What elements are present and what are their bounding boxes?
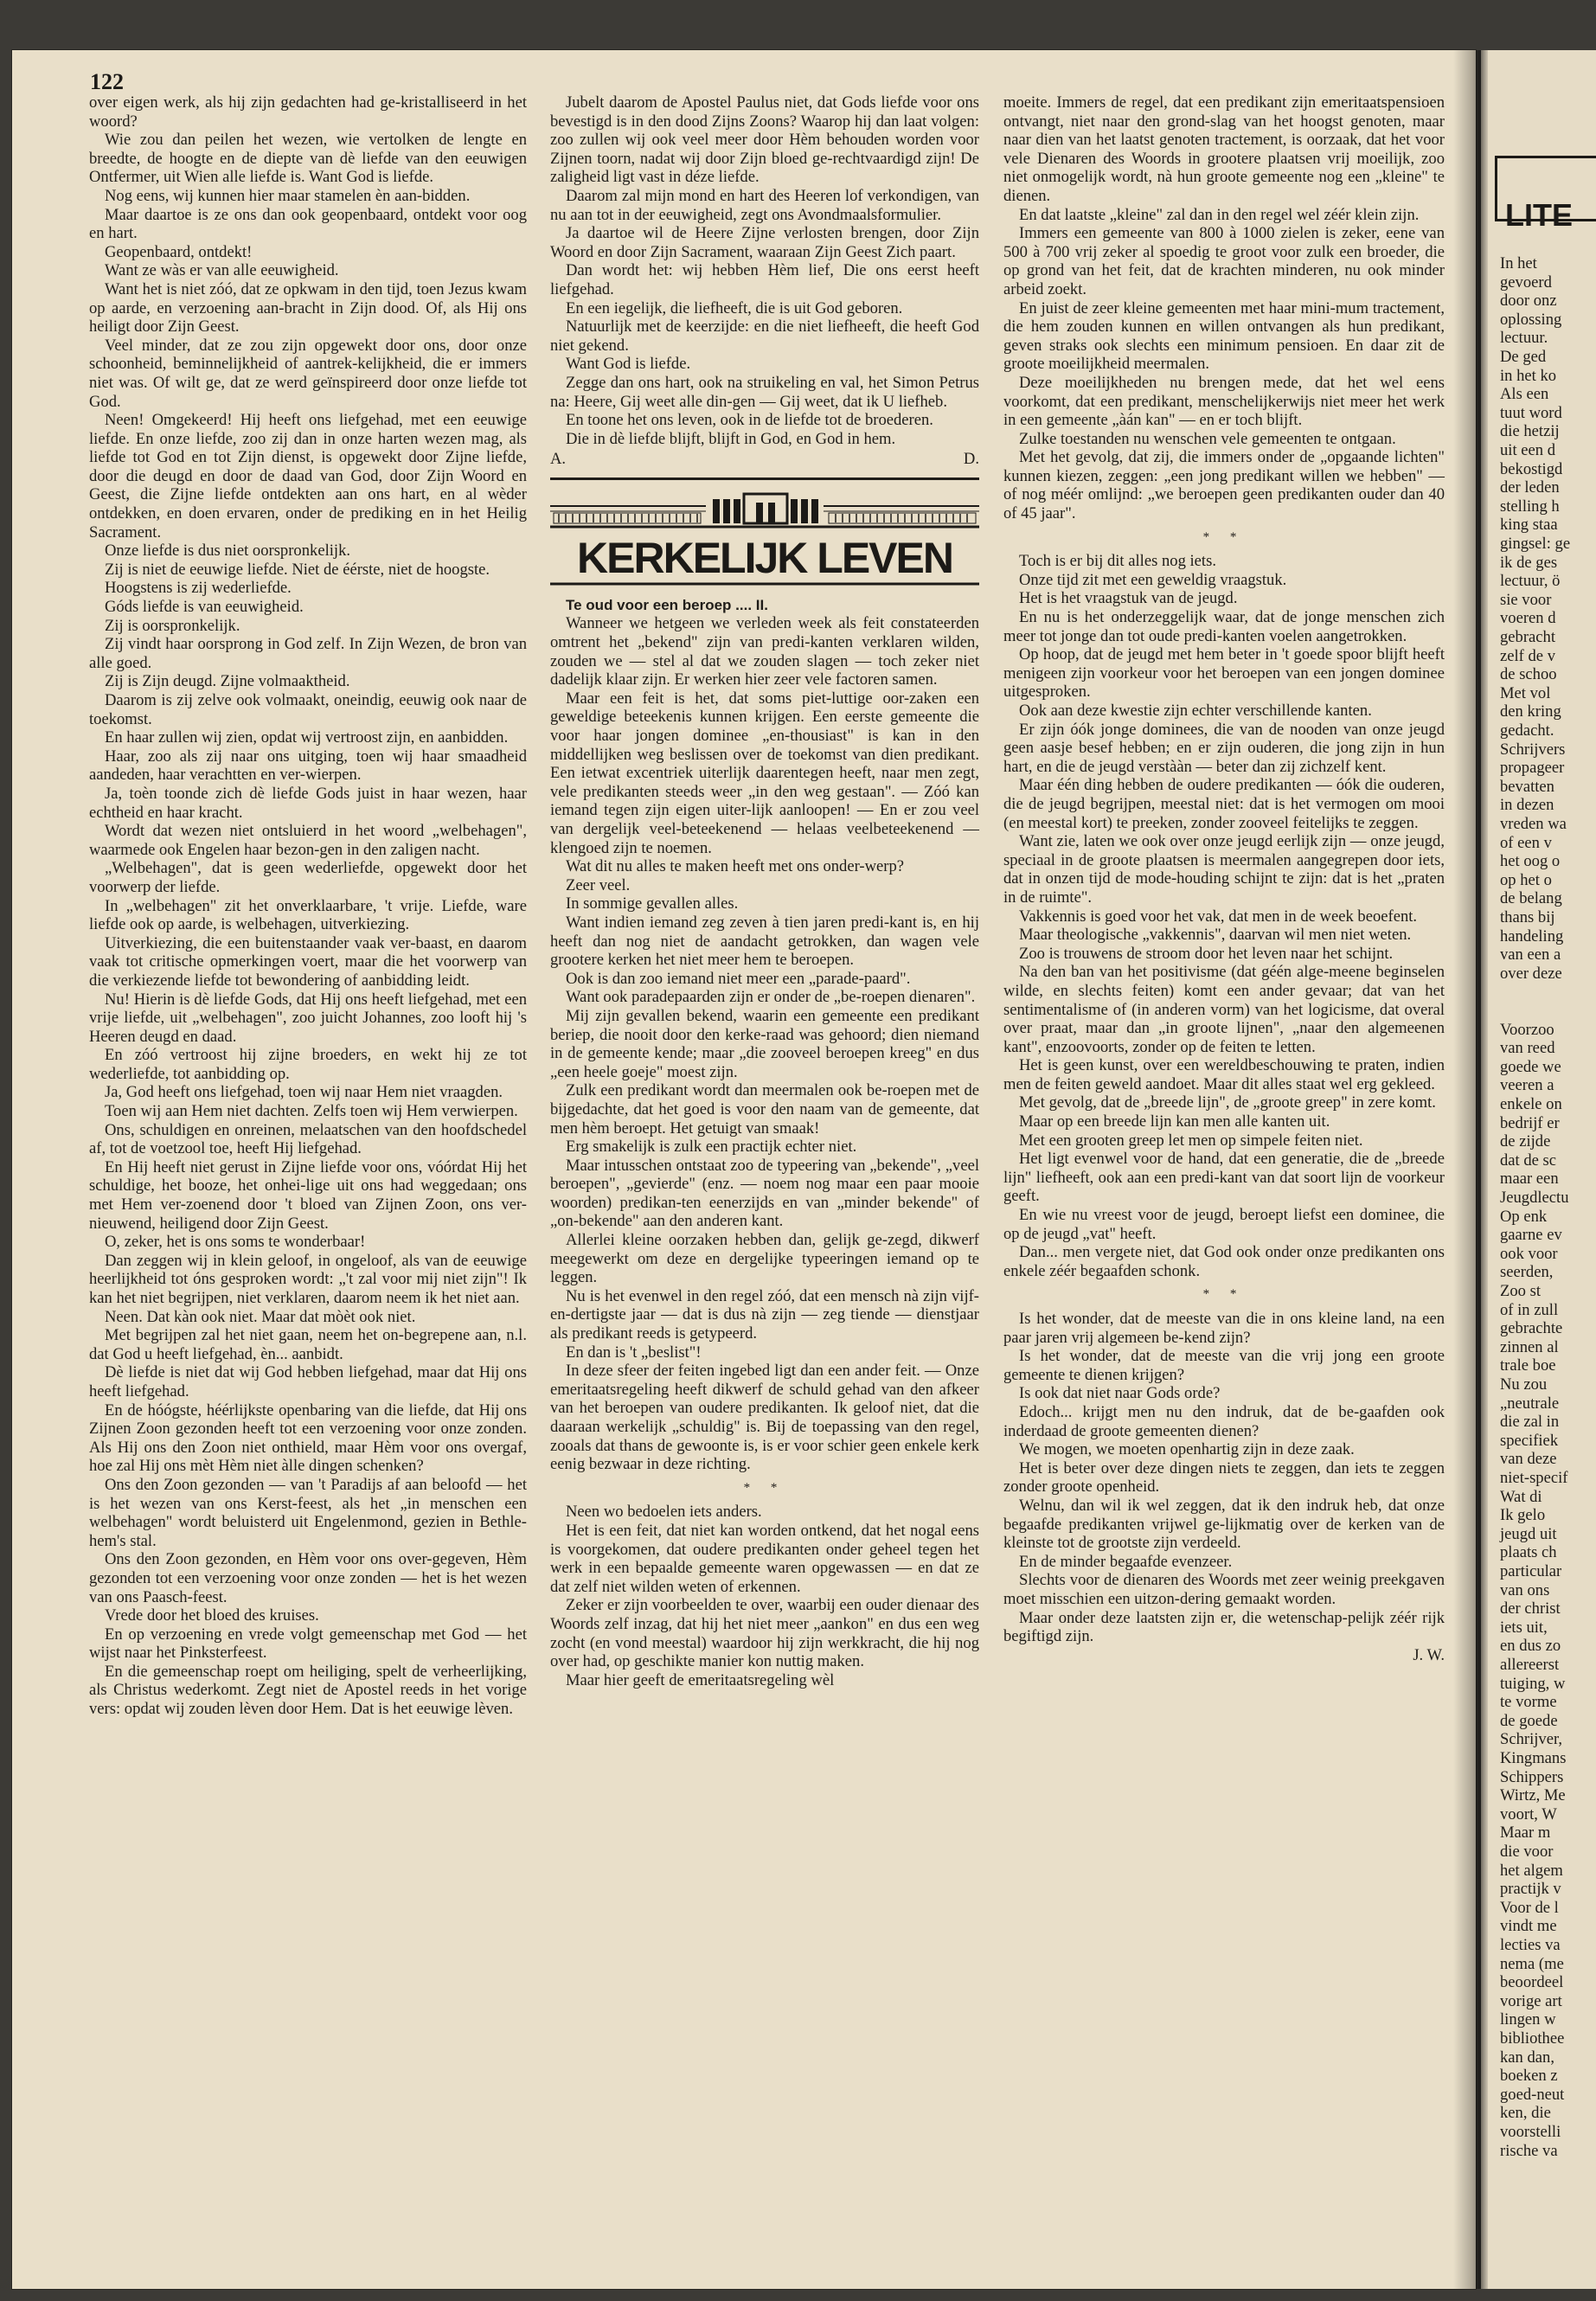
paragraph: Edoch... krijgt men nu den indruk, dat de be-gaafden ook inderdaad de groote gemeenten dienen? [1003, 1402, 1445, 1440]
next-page-line: op het o [1500, 870, 1552, 889]
next-page-line: niet-specif [1500, 1469, 1568, 1487]
next-page-line: te vorme [1500, 1693, 1557, 1712]
paragraph: Zij is Zijn deugd. Zijne volmaaktheid. [105, 672, 350, 691]
paragraph: Het ligt evenwel voor de hand, dat een generatie, die de „breede lijn" liefheeft, ook aan een predi-kant van dat soort lijn de voorkeur geeft. [1003, 1150, 1445, 1206]
paragraph: Zulk een predikant wordt dan meermalen ook be-roepen met de bijgedachte, dat het goed is voor den naam van de gemeente, dat men hèm beroept. Het getuigt van smaak! [550, 1081, 979, 1138]
next-page-line: boeken z [1500, 2067, 1558, 2086]
next-page-line: voort, W [1500, 1804, 1557, 1823]
next-page-line: de belang [1500, 889, 1562, 908]
paragraph: Vakkennis is goed voor het vak, dat men in de week beoefent. [1019, 907, 1418, 926]
paragraph: Geopenbaard, ontdekt! [105, 242, 253, 261]
next-page-line: van deze [1500, 1450, 1557, 1469]
paragraph: Nog eens, wij kunnen hier maar stamelen èn aan-bidden. [105, 186, 471, 205]
next-page-line: maar een [1500, 1170, 1559, 1189]
section-title: KERKELIJK LEVEN [577, 533, 952, 582]
next-page-line: beoordeel [1500, 1973, 1564, 1992]
next-page-line: De ged [1500, 348, 1547, 366]
next-page-line: bedrijf er [1500, 1113, 1560, 1132]
next-page-line: plaats ch [1500, 1543, 1557, 1562]
paragraph: Ook is dan zoo iemand niet meer een „parade-paard". [566, 969, 911, 988]
next-page-line: over deze [1500, 964, 1562, 983]
paragraph: Daarom zal mijn mond en hart des Heeren lof verkondigen, van nu aan tot in der eeuwigheid, zegt ons Avondmaalsformulier. [550, 186, 979, 224]
page-number: 122 [90, 69, 124, 94]
next-page-line: Kingmans [1500, 1749, 1567, 1767]
paragraph: Hoogstens is zij wederliefde. [105, 579, 292, 598]
next-page-line: vreden wa [1500, 815, 1567, 833]
next-page-line: gevoerd [1500, 272, 1552, 292]
next-page-line: bibliothee [1500, 2029, 1565, 2048]
section-stars: * * [1202, 529, 1246, 544]
paragraph: En juist de zeer kleine gemeenten met haar mini-mum tractement, die hem zouden kunnen en willen ontvangen als hun predikant, geven straks ook slechts een minimum pensioen. En daar zit de groote moeilijkheid meermalen. [1003, 298, 1445, 374]
paragraph: Ja daartoe wil de Heere Zijne verlosten brengen, door Zijn Woord en door Zijn Sacrament, waaraan Zijn Geest Zich paart. [550, 224, 979, 261]
column-3 [1003, 93, 1445, 1664]
next-page-line: lectuur. [1500, 329, 1548, 348]
next-page-line: vorige art [1500, 1991, 1562, 2010]
paragraph: Zegge dan ons hart, ook na struikeling en val, het Simon Petrus na: Heere, Gij weet alle din-gen — Gij weet, dat ik U liefheb. [550, 373, 979, 411]
paragraph: Want het is niet zóó, dat ze opkwam in den tijd, toen Jezus kwam op aarde, en verzoening aan-bracht in Zijn dood. Of, als Hij ons heiligt door Zijn Geest. [89, 279, 527, 336]
next-page-line: specifiek [1500, 1431, 1559, 1450]
paragraph: O, zeker, het is ons soms te wonderbaar! [105, 1233, 366, 1252]
paragraph: Maar hier geeft de emeritaatsregeling wèl [566, 1670, 835, 1689]
paragraph: Met gevolg, dat de „breede lijn", de „groote greep" in zere komt. [1019, 1093, 1436, 1112]
paragraph: Maar theologische „vakkennis", daarvan wil men niet weten. [1019, 926, 1412, 945]
next-page-line: tuiging, w [1500, 1674, 1566, 1693]
paragraph: En nu is het onderzeggelijk waar, dat de jonge menschen zich meer tot jonge dan tot oude predi-kanten voelen aangetrokken. [1003, 608, 1445, 645]
article-signature: J. W. [1413, 1645, 1445, 1664]
next-page-line: king staa [1500, 516, 1558, 535]
next-page-line: goede we [1500, 1057, 1561, 1076]
next-page-line: Ik gelo [1500, 1506, 1546, 1525]
next-page-line: voeren d [1500, 609, 1556, 628]
next-page-line: of een v [1500, 833, 1552, 852]
paragraph: Maar één ding hebben de oudere predikanten — óók die ouderen, die de jeugd begrijpen, meestal niet: dat is het vermogen om mooi (en meestal kort) te preeken, zonder zooveel feitelijks te zeggen. [1003, 776, 1445, 832]
paragraph: Wat dit nu alles te maken heeft met ons onder-werp? [566, 857, 905, 876]
next-page-line: Voorzoo [1500, 1020, 1554, 1039]
next-page-line: Jeugdlectu [1500, 1189, 1569, 1207]
paragraph: In „welbehagen" zit het onverklaarbare, 't vrije. Liefde, ware liefde ook op aarde, is welbehagen, uitverkiezing. [89, 896, 527, 934]
next-page-line: of in zull [1500, 1300, 1559, 1319]
next-page-line: seerden, [1500, 1263, 1554, 1282]
paragraph: Ons den Zoon gezonden — van 't Paradijs af aan beloofd — het is het wezen van ons Kerst-feest, als het „in menschen een welbehagen" wordt beluisterd uit Engelenmond, gezien in Bethle-hem's stal. [89, 1475, 527, 1550]
paragraph: Deze moeilijkheden nu brengen mede, dat het wel eens voorkomt, dat een predikant, menschelijkerwijs niet meer het werk in een gemeente „àán kan" — en er toch blijft. [1003, 373, 1445, 430]
paragraph: Haar, zoo als zij naar ons uitging, toen wij haar smaadheid aandeden, haar verachtten en ver-wierpen. [89, 747, 527, 785]
paragraph: En die gemeenschap roept om heiliging, spelt de verheerlijking, als Christus wederkomt. Zegt niet de Apostel reeds in het vorige vers: opdat wij zouden lèven door Hem. Dat is het eeuwige lèven. [89, 1662, 527, 1719]
next-page-line: iets uit, [1500, 1618, 1548, 1637]
signature-line [550, 450, 979, 469]
article-heading: Te oud voor een beroep .... II. [566, 596, 768, 613]
paragraph: Maar een feit is het, dat soms piet-luttige oor-zaken een geweldige beteekenis kunnen krijgen. Een eerste gemeente die voor haar jongen dominee „en-thousiast" is kan in den middellijken weg beslissen over de toekomst van dien predikant. Een ietwat excentriek uiterlijk daarentegen heeft, naar men zegt, vele predikanten steeds weer „in den weg gestaan". — Zóó kan iemand tegen zijn eigen uiter-lijk aanloopen! — En er zou veel van dergelijk veel-beteekenend — helaas veelbeteekenend — klengoed zijn te noemen. [550, 689, 979, 857]
paragraph: Het is een feit, dat niet kan worden ontkend, dat het nogal eens is voorgekomen, dat oudere predikanten onder geheel tegen het werk in een bepaalde gemeente waren opgewassen — en dat ze dat zelf niet wilden weten of erkennen. [550, 1521, 979, 1596]
section-rule [550, 478, 979, 480]
next-page-line: in dezen [1500, 796, 1554, 815]
next-page-line: propageer [1500, 759, 1565, 778]
next-page-line: particular [1500, 1562, 1562, 1580]
next-page-line: die hetzij [1500, 422, 1560, 441]
next-page-line: lectuur, ö [1500, 572, 1561, 591]
next-page-line: voorstelli [1500, 2123, 1561, 2141]
next-page-line: die zal in [1500, 1413, 1560, 1432]
paragraph: En op verzoening en vrede volgt gemeenschap met God — het wijst naar het Pinksterfeest. [89, 1625, 527, 1663]
next-page-line: stelling h [1500, 497, 1560, 516]
next-page-line: goed-neut [1500, 2085, 1565, 2104]
paragraph: Na den ban van het positivisme (dat géén alge-meene beginselen wilde, en slechts feiten) komt een ander gevaar; dat van het sentimentalisme of (in anderen vorm) van het logicisme, dat overal over praat, maar dan „in groote lijnen", „naar den algemeenen kant", enzoovoorts, zonder op de feiten te letten. [1003, 963, 1445, 1056]
paragraph: Zij is niet de eeuwige liefde. Niet de éérste, niet de hoogste. [105, 560, 490, 579]
next-page-line: door onz [1500, 292, 1557, 311]
next-page-line: handeling [1500, 926, 1564, 945]
next-page-line: practijk v [1500, 1880, 1561, 1899]
paragraph: Góds liefde is van eeuwigheid. [105, 598, 304, 617]
paragraph: Want ze wàs er van alle eeuwigheid. [105, 261, 339, 280]
paragraph: Ons, schuldigen en onreinen, melaatschen van den hoofdschedel af, tot de voetzool toe, heeft Hij liefgehad. [89, 1120, 527, 1158]
article-body [550, 614, 979, 1689]
paragraph: Slechts voor de dienaren des Woords met zeer weinig preekgaven moet misschien een uitzon-dering gemaakt worden. [1003, 1571, 1445, 1608]
paragraph: Het is het vraagstuk van de jeugd. [1019, 589, 1238, 608]
next-page-line: Nu zou [1500, 1375, 1548, 1394]
paragraph: Allerlei kleine oorzaken hebben dan, gelijk ge-zegd, dikwerf meegewerkt om deze en dergelijke typeeringen iemand op te leggen. [550, 1231, 979, 1287]
next-page-line: Als een [1500, 385, 1549, 404]
next-page-line: den kring [1500, 702, 1561, 721]
page-gutter [1453, 50, 1488, 2289]
next-page-line: de schoo [1500, 665, 1557, 684]
paragraph: Is het wonder, dat de meeste van die vrij jong een groote gemeente te dienen krijgen? [1003, 1347, 1445, 1384]
paragraph: Erg smakelijk is zulk een practijk echter niet. [566, 1138, 857, 1157]
paragraph: En dan is 't „beslist"! [566, 1343, 702, 1362]
next-page-line: Schrijver, [1500, 1730, 1563, 1749]
paragraph: Vrede door het bloed des kruises. [105, 1606, 319, 1625]
paragraph: En haar zullen wij zien, opdat wij vertroost zijn, en aanbidden. [105, 728, 509, 747]
paragraph: Want God is liefde. [566, 355, 691, 374]
paragraph: moeite. Immers de regel, dat een predikant zijn emeritaatspensioen ontvangt, niet naar den grond-slag van het hoogst genoten, maar naar dien van het laatst genoten tractement, is oorzaak, dat het voor vele Dienaren des Woords in grootere plaatsen vrij moeilijk, zoo niet onmogelijk wordt, nà hun groote gemeente nog een „kleine" te dienen. [1003, 93, 1445, 205]
next-page-line: Voor de l [1500, 1898, 1559, 1917]
paragraph: Dan wordt het: wij hebben Hèm lief, Die ons eerst heeft liefgehad. [550, 261, 979, 298]
next-page-line: gebracht [1500, 628, 1556, 646]
next-page-line: Schippers [1500, 1767, 1564, 1786]
paragraph: Toen wij aan Hem niet dachten. Zelfs toen wij Hem verwierpen. [105, 1102, 518, 1121]
paragraph: Onze liefde is dus niet oorspronkelijk. [105, 542, 351, 561]
next-page-line: uit een d [1500, 441, 1556, 459]
paragraph: En de hóógste, héérlijkste openbaring van die liefde, dat Hij ons Zijnen Zoon gezonden heeft tot een verzoening voor onze zonden. Als Hij ons den Zoon niet onthield, maar Hèm voor ons overgaf, hoe zal Hij ons mèt Hèm niet àlle dingen schenken? [89, 1400, 527, 1476]
paragraph: Wanneer we hetgeen we verleden week als feit constateerden omtrent het „bekend" zijn van predi-kanten verklaren wilden, zouden we — stel al dat we zouden slagen — toch zeker niet dadelijk klaar zijn. Er werken hier zeer vele factoren samen. [550, 614, 979, 689]
paragraph: Op hoop, dat de jeugd met hem beter in 't goede spoor blijft heeft menigeen zijn voorkeur voor het beroepen van een jongen dominee uitgesproken. [1003, 645, 1445, 702]
paragraph: Is het wonder, dat de meeste van die in ons kleine land, na een paar jaren vrij algemeen be-kend zijn? [1003, 1310, 1445, 1347]
next-page-line: Zoo st [1500, 1282, 1542, 1300]
paragraph: Maar intusschen ontstaat zoo de typeering van „bekende", „veel beroepen", „gevierde" (enz. — noem nog maar een paar mooie woorden) predikan-ten eenerzijds en van „minder bekende" of „on-bekende" aan den anderen kant. [550, 1156, 979, 1231]
paragraph: Dan zeggen wij in klein geloof, in ongeloof, als van de eeuwige heerlijkheid tot óns gesproken wordt: „'t zal voor mij niet zijn"! Ik kan het niet begrijpen, niet verklaren, daarom neem ik het niet aan. [89, 1251, 527, 1307]
paragraph: Maar daartoe is ze ons dan ook geopenbaard, ontdekt voor oog en hart. [89, 205, 527, 243]
paragraph: En Hij heeft niet gerust in Zijne liefde voor ons, vóórdat Hij het schuldige, het booze, het onhei-lige uit ons had weggedaan; ons met Hem ver-zoenend door 't bloed van Zijnen Zoon, ons ver-nieuwend, heiligend door Zijn Geest. [89, 1157, 527, 1233]
next-page-line: van ons [1500, 1580, 1550, 1599]
next-page-line: gaarne ev [1500, 1226, 1562, 1245]
next-page-line: rische va [1500, 2141, 1558, 2160]
paragraph: Immers een gemeente van 800 à 1000 zielen is zeker, eene van 500 à 700 vrij zeker al spoedig te groot voor zulk een broeder, die op grond van het feit, dat de krachten minderen, nu ook minder arbeid zoekt. [1003, 224, 1445, 298]
paragraph: Ons den Zoon gezonden, en Hèm voor ons over-gegeven, Hèm gezonden tot een verzoening voor onze zonden — het is het wezen van ons Paasch-feest. [89, 1550, 527, 1606]
next-page-line: lecties va [1500, 1936, 1561, 1954]
paragraph: Ook aan deze kwestie zijn echter verschillende kanten. [1019, 702, 1372, 720]
next-page-line: lingen w [1500, 2010, 1556, 2029]
paragraph: En toone het ons leven, ook in de liefde tot de broederen. [566, 411, 933, 430]
paragraph: Is ook dat niet naar Gods orde? [1019, 1384, 1221, 1403]
next-page-line: Wat di [1500, 1487, 1542, 1506]
paragraph: Maar onder deze laatsten zijn er, die wetenschap-pelijk zéér rijk begiftigd zijn. [1003, 1608, 1445, 1646]
column-2-continuation [550, 93, 979, 448]
paragraph: Ja, God heeft ons liefgehad, toen wij naar Hem niet vraagden. [105, 1083, 503, 1102]
next-page-line: gingsel: ge [1500, 535, 1571, 553]
column-3-body [1003, 93, 1445, 1646]
signature-left: A. [550, 450, 567, 469]
next-page-line: nema (me [1500, 1954, 1564, 1973]
paragraph: Met het gevolg, dat zij, die immers onder de „opgaande lichten" kunnen kiezen, zeggen: „een jong predikant willen we hebben" — of nog méér omlijnd: „we beroepen geen predikanten ouder dan 40 of 45 jaar". [1003, 448, 1445, 523]
next-page-line: van een a [1500, 945, 1561, 965]
paragraph: Want zie, laten we ook over onze jeugd eerlijk zijn — onze jeugd, speciaal in de groote plaatsen is meermalen aangegrepen door iets, dat in onzen tijd de mode-houding schijnt te zijn: dat is het „praten in de ruimte". [1003, 832, 1445, 907]
paragraph: Zij is oorspronkelijk. [105, 616, 240, 635]
next-page-line: sie voor [1500, 590, 1552, 609]
next-page-line: ook voor [1500, 1244, 1558, 1263]
paragraph: Neen! Omgekeerd! Hij heeft ons liefgehad, met een eeuwige liefde. En onze liefde, zoo zij dan in onze harten wezen mag, als liefde tot God en tot Zijn dienst, is opgewekt door Zijne liefde, door die deugd en door de daad van God, door Zijn Woord en Geest, die Zijne liefde ontdekten aan ons hart, en al wèder ontdekken, en doen ervaren, onder de prediking en in het Heilig Sacrament. [89, 411, 527, 542]
next-page-line: vindt me [1500, 1917, 1557, 1936]
paragraph: Zoo is trouwens de stroom door het leven naar het schijnt. [1019, 944, 1394, 963]
paragraph: Jubelt daarom de Apostel Paulus niet, dat Gods liefde voor ons bevestigd is in den dood Zijns Zoons? Waarop hij dan laat volgen: zoo zullen wij ook veel meer door Hèm behouden worden voor Zijnen toorn, nadat wij door Zijn bloed ge-rechtvaardigd zijn! De zaligheid ligt vast in déze liefde. [550, 93, 979, 187]
section-stars: * * [1202, 1287, 1246, 1302]
paragraph: En een iegelijk, die liefheeft, die is uit God geboren. [566, 298, 903, 317]
next-page-line: de zijde [1500, 1132, 1551, 1151]
paragraph: Neen wo bedoelen iets anders. [566, 1503, 762, 1522]
paragraph: „Welbehagen", dat is geen wederliefde, opgewekt door het voorwerp der liefde. [89, 859, 527, 896]
paragraph: Maar op een breede lijn kan men alle kanten uit. [1019, 1112, 1330, 1131]
paragraph: Ja, toèn toonde zich dè liefde Gods juist in haar wezen, haar echtheid en haar kracht. [89, 784, 527, 822]
paragraph: En zóó vertroost hij zijne broeders, en wekt hij ze tot wederliefde, tot aanbidding op. [89, 1046, 527, 1083]
next-page-line: van reed [1500, 1039, 1555, 1058]
next-page-line: der leden [1500, 478, 1560, 497]
next-page-line: de goede [1500, 1711, 1558, 1730]
next-page-line: Schrijvers [1500, 740, 1566, 759]
paragraph: Wie zou dan peilen het wezen, wie vertolken de lengte en breedte, de hoogte en de diepte van dè liefde van den eeuwigen Ontfermer, uit Wien alle liefde is. Want God is liefde. [89, 131, 527, 187]
next-page-line: in het ko [1500, 366, 1557, 385]
signature-right: D. [963, 450, 979, 469]
paragraph: Daarom is zij zelve ook volmaakt, oneindig, eeuwig ook naar de toekomst. [89, 691, 527, 728]
next-page-line: enkele on [1500, 1095, 1562, 1113]
paragraph: In deze sfeer der feiten ingebed ligt dan een ander feit. — Onze emeritaatsregeling heeft dikwerf de schuld gehad van den afkeer van het beroepen van oudere predikanten. Ik geloof niet, dat die daaraan werkelijk „schuldig" is. Bij de toepassing van den regel, zooals dat thans de gewoonte is, is er voor schier geen enkele kerk eenig bezwaar in deze richting. [550, 1362, 979, 1474]
paragraph: Nu is het evenwel in den regel zóó, dat een mensch nà zijn vijf-en-dertigste jaar — dat is dus nà zijn — zeg tiende — dienstjaar als predikant reeds is getypeerd. [550, 1286, 979, 1343]
next-page-line: bekostigd [1500, 459, 1563, 478]
next-page-line: bevatten [1500, 777, 1554, 796]
next-page-line: der christ [1500, 1599, 1561, 1618]
next-page-line: het algem [1500, 1861, 1563, 1880]
paragraph: Het is geen kunst, over een wereldbeschouwing te praten, indien men de feiten geweld aandoet. Maar dit alles staat wel erg gekleed. [1003, 1056, 1445, 1093]
paragraph: En de minder begaafde evenzeer. [1019, 1552, 1233, 1571]
next-page-line: dat de sc [1500, 1150, 1557, 1170]
next-page-line: allereerst [1500, 1656, 1560, 1674]
next-page-title: LITE [1505, 197, 1573, 233]
next-page-line: zinnen al [1500, 1337, 1559, 1356]
next-page-line: „neutrale [1500, 1394, 1560, 1413]
paragraph: Zij vindt haar oorsprong in God zelf. In Zijn Wezen, de bron van alle goed. [89, 635, 527, 672]
next-page-line: Met vol [1500, 683, 1551, 702]
next-page-line: trale boe [1500, 1356, 1556, 1375]
next-page-line: ken, die [1500, 2104, 1551, 2123]
section-masthead [550, 492, 979, 589]
paragraph: Uitverkiezing, die een buitenstaander vaak ver-baast, en daarom vaak tot critische opmerkingen voert, maar die het voorwerp van die verkiezende liefde tot bewondering of aanbidding leidt. [89, 933, 527, 990]
next-page-line: die voor [1500, 1843, 1554, 1861]
next-page-line: kan dan, [1500, 2048, 1554, 2067]
paragraph: Met een grooten greep let men op simpele feiten niet. [1019, 1131, 1363, 1150]
paragraph: Want ook paradepaarden zijn er onder de „be-roepen dienaren". [566, 988, 976, 1007]
paragraph: Toch is er bij dit alles nog iets. [1019, 552, 1216, 571]
next-page-line: en dus zo [1500, 1637, 1561, 1656]
paragraph: over eigen werk, als hij zijn gedachten had ge-kristalliseerd in het woord? [89, 93, 527, 131]
paragraph: Nu! Hierin is dè liefde Gods, dat Hij ons heeft liefgehad, met een vrije liefde, uit „welbehagen", zoo juicht Johannes, zoo looft hij 's Heeren deugd en daad. [89, 990, 527, 1046]
section-stars: * * [743, 1480, 786, 1495]
next-page-line: Maar m [1500, 1823, 1551, 1843]
next-page-line: het oog o [1500, 852, 1561, 871]
paragraph: En wie nu vreest voor de jeugd, beroept liefst een dominee, die op de jeugd „vat" heeft. [1003, 1206, 1445, 1243]
paragraph: In sommige gevallen alles. [566, 894, 739, 913]
paragraph: Veel minder, dat ze zou zijn opgewekt door ons, door onze schoonheid, beminnelijkheid of aantrek-kelijkheid, die er immers niet was. Of wilt ge, dat ze werd geïnspireerd door onze liefde tot God. [89, 336, 527, 411]
paragraph: Wordt dat wezen niet ontsluierd in het woord „welbehagen", waarmede ook Engelen haar bezon-gen in den zaligen nacht. [89, 822, 527, 859]
paragraph: Dè liefde is niet dat wij God hebben liefgehad, maar dat Hij ons heeft liefgehad. [89, 1363, 527, 1400]
next-page-line: tuut word [1500, 403, 1562, 422]
paragraph: Het is beter over deze dingen niets te zeggen, dan iets te zeggen zonder groote openheid. [1003, 1458, 1445, 1497]
next-page-line: veeren a [1500, 1076, 1554, 1095]
next-page-line: zelf de v [1500, 646, 1556, 665]
next-page-line: jeugd uit [1500, 1524, 1557, 1543]
column-2 [550, 93, 979, 1689]
paragraph: Zulke toestanden nu wenschen vele gemeenten te ontgaan. [1019, 429, 1396, 448]
next-page-line: oplossing [1500, 310, 1562, 329]
paragraph: Er zijn óók jonge dominees, die van de nooden van onze jeugd geen aasje besef hebben; en er zijn ouderen, die jong zijn in hun hart, en die de jeugd verstààn — beter dan zij zichzelf kent. [1003, 720, 1445, 776]
next-page-line: In het [1500, 254, 1537, 272]
next-page-line: Wirtz, Me [1500, 1786, 1566, 1805]
paragraph: Natuurlijk met de keerzijde: en die niet liefheeft, die heeft God niet gekend. [550, 317, 979, 355]
paragraph: Die in dè liefde blijft, blijft in God, en God in hem. [566, 429, 896, 448]
paragraph: Met begrijpen zal het niet gaan, neem het on-begrepene aan, n.l. dat God u heeft liefgehad, èn... aanbidt. [89, 1326, 527, 1363]
next-page-line: gedacht. [1500, 721, 1554, 740]
column-1 [89, 93, 527, 1719]
next-page-line: Op enk [1500, 1207, 1548, 1226]
next-page-line: thans bij [1500, 908, 1555, 926]
paragraph: Zeer veel. [566, 875, 631, 894]
paragraph: Neen. Dat kàn ook niet. Maar dat mòèt ook niet. [105, 1307, 416, 1326]
paragraph: Mij zijn gevallen bekend, waarin een gemeente een predikant beriep, die nooit door den kerke-raad was gehoord; dien niemand in de gemeente kende; maar „die zooveel beroepen kreeg" en dus „een heele goeje" moest zijn. [550, 1006, 979, 1081]
paragraph: Welnu, dan wil ik wel zeggen, dat ik den indruk heb, dat onze begaafde predikanten vrijwel ge-lijkmatig over de kerken van de kleinste tot de grootste zijn verdeeld. [1003, 1496, 1445, 1553]
paragraph: Dan... men vergete niet, dat God ook onder onze predikanten ons enkele zéér begaafden schonk. [1003, 1243, 1445, 1280]
paragraph: We mogen, we moeten openhartig zijn in deze zaak. [1019, 1440, 1355, 1459]
next-page-line: gebrachte [1500, 1319, 1563, 1338]
next-page-edge [1481, 50, 1596, 2289]
paragraph: Want indien iemand zeg zeven à tien jaren predi-kant is, en hij heeft dan nog niet de aandacht getrokken, dan wagen vele grootere kerken het niet meer hem te beroepen. [550, 913, 979, 970]
paragraph: En dat laatste „kleine" zal dan in den regel wel zéér klein zijn. [1019, 205, 1420, 224]
next-page-line: ik de ges [1500, 553, 1558, 572]
paragraph: Onze tijd zit met een geweldig vraagstuk. [1019, 570, 1287, 589]
paragraph: Zeker er zijn voorbeelden te over, waarbij een ouder dienaar des Woords zelf inzag, dat hij het niet meer „aankon" en dus een weg zocht (en vond meestal) waardoor hij zijn werkkracht, die hij nog over had, op geschikte manier kon nuttig maken. [550, 1596, 979, 1671]
